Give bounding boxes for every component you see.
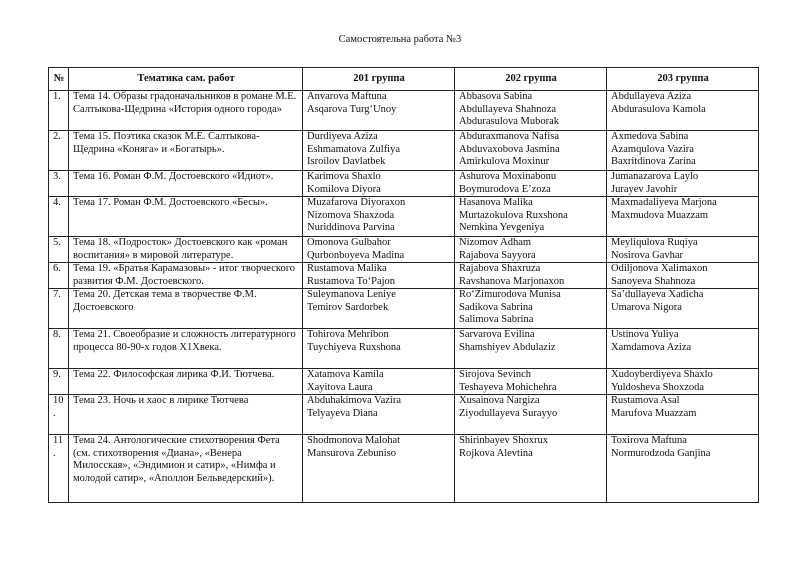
- student-list-202: [455, 91, 607, 131]
- row-topic: Тема 15. Поэтика сказок М.Е. Салтыкова-Щедрина «Коняга» и «Богатырь».: [69, 131, 303, 171]
- student-name: Shamshiyev Abdulaziz: [459, 341, 556, 353]
- header-group-201: 201 группа: [303, 68, 455, 91]
- student-name: Ziyodullayeva Surayyo: [459, 407, 558, 419]
- student-list-203: [607, 369, 759, 395]
- header-number: №: [49, 68, 69, 91]
- student-name: Nosirova Gavhar: [611, 249, 684, 261]
- student-name: Azamqulova Vazira: [611, 143, 694, 155]
- student-name: Ro‘Zimurodova Munisa: [459, 289, 561, 300]
- student-list-202: [455, 263, 607, 289]
- student-list-201: [303, 289, 455, 329]
- student-name: Ustinova Yuliya: [611, 329, 679, 340]
- student-name: Maxmadaliyeva Marjona: [611, 197, 717, 208]
- row-number: 4.: [49, 197, 69, 237]
- row-topic: Тема 19. «Братья Карамазовы» - итог творческого развития Ф.М. Достоевского.: [69, 263, 303, 289]
- student-name: Rajabova Sayyora: [459, 249, 536, 261]
- student-name: Isroilov Davlatbek: [307, 156, 386, 167]
- table-row: [49, 131, 759, 171]
- student-name: Umarova Nigora: [611, 301, 682, 313]
- student-name: Maxmudova Muazzam: [611, 209, 709, 221]
- row-number: 9.: [49, 369, 69, 395]
- student-name: Rustamova To‘Pajon: [307, 275, 396, 287]
- student-name: Nizomov Adham: [459, 237, 532, 248]
- row-number: 7.: [49, 289, 69, 329]
- row-topic: Тема 20. Детская тема в творчестве Ф.М. Достоевского: [69, 289, 303, 329]
- header-group-202: 202 группа: [455, 68, 607, 91]
- student-list-203: [607, 435, 759, 503]
- student-name: Xayitova Laura: [307, 381, 373, 393]
- student-name: Nemkina Yevgeniya: [459, 222, 545, 233]
- table-row: [49, 237, 759, 263]
- student-name: Sa’dullayeva Xadicha: [611, 289, 704, 300]
- student-name: Rustamova Asal: [611, 395, 680, 406]
- table-row: [49, 197, 759, 237]
- table-row: [49, 91, 759, 131]
- student-list-203: [607, 289, 759, 329]
- student-name: Xudoyberdiyeva Shaxlo: [611, 369, 713, 380]
- header-group-203: 203 группа: [607, 68, 759, 91]
- student-name: Rajabova Shaxruza: [459, 263, 541, 274]
- assignment-table: [48, 67, 759, 503]
- student-name: Sanoyeva Shahnoza: [611, 275, 696, 287]
- table-row: [49, 289, 759, 329]
- student-name: Tuychiyeva Ruxshona: [307, 341, 401, 353]
- row-topic: Тема 21. Своеобразие и сложность литературного процесса 80-90-х годов Х1Хвека.: [69, 329, 303, 369]
- table-row: [49, 171, 759, 197]
- student-list-203: [607, 171, 759, 197]
- student-name: Muzafarova Diyoraxon: [307, 197, 406, 208]
- table-row: [49, 395, 759, 435]
- student-list-201: [303, 263, 455, 289]
- student-name: Suleymanova Leniye: [307, 289, 396, 300]
- student-name: Temirov Sardorbek: [307, 301, 389, 313]
- student-name: Marufova Muazzam: [611, 407, 697, 419]
- student-list-201: [303, 369, 455, 395]
- student-name: Tohirova Mehribon: [307, 329, 389, 340]
- student-name: Meyliqulova Ruqiya: [611, 237, 698, 248]
- student-list-202: [455, 329, 607, 369]
- student-list-203: [607, 197, 759, 237]
- row-number: 8.: [49, 329, 69, 369]
- row-number: 2.: [49, 131, 69, 171]
- table-body: [49, 91, 759, 503]
- student-list-202: [455, 171, 607, 197]
- row-number: 1.: [49, 91, 69, 131]
- row-number: 10 .: [49, 395, 69, 435]
- student-list-202: [455, 395, 607, 435]
- student-name: Mansurova Zebuniso: [307, 447, 396, 459]
- student-list-202: [455, 289, 607, 329]
- row-topic: Тема 18. «Подросток» Достоевского как «роман воспитания» в мировой литературе.: [69, 237, 303, 263]
- student-name: Komilova Diyora: [307, 183, 381, 195]
- student-name: Abdurasulova Muborak: [459, 116, 560, 127]
- student-name: Omonova Gulbahor: [307, 237, 391, 248]
- student-name: Shodmonova Malohat: [307, 435, 401, 446]
- student-list-203: [607, 395, 759, 435]
- student-name: Ravshanova Marjonaxon: [459, 275, 565, 287]
- student-name: Abdullayeva Aziza: [611, 91, 692, 102]
- student-list-201: [303, 197, 455, 237]
- student-name: Abbasova Sabina: [459, 91, 533, 102]
- row-topic: Тема 23. Ночь и хаос в лирике Тютчева: [69, 395, 303, 435]
- student-list-201: [303, 91, 455, 131]
- row-number: 3.: [49, 171, 69, 197]
- student-name: Asqarova Turg‘Unoy: [307, 103, 397, 115]
- student-list-202: [455, 237, 607, 263]
- student-list-201: [303, 131, 455, 171]
- student-name: Eshmamatova Zulfiya: [307, 143, 401, 155]
- student-name: Rustamova Malika: [307, 263, 387, 274]
- student-name: Ashurova Moxinabonu: [459, 171, 557, 182]
- header-row: [49, 68, 759, 91]
- student-list-202: [455, 435, 607, 503]
- student-name: Jurayev Javohir: [611, 183, 678, 195]
- student-list-201: [303, 395, 455, 435]
- student-name: Rojkova Alevtina: [459, 447, 533, 459]
- table-row: [49, 329, 759, 369]
- row-topic: Тема 14. Образы градоначальников в романе М.Е. Салтыкова-Щедрина «История одного города»: [69, 91, 303, 131]
- student-name: Xamdamova Aziza: [611, 341, 692, 353]
- row-topic: Тема 24. Антологические стихотворения Фета (см. стихотворения «Диана», «Венера Милосская», «Эндимион и сатир», «Нимфа и молодой сатир», «Аполлон Бельведерский»).: [69, 435, 303, 503]
- student-list-202: [455, 197, 607, 237]
- student-name: Shirinbayev Shoxrux: [459, 435, 548, 446]
- student-name: Yuldosheva Shoxzoda: [611, 381, 705, 393]
- page-title: Самостоятельна работа №3: [338, 34, 462, 45]
- student-name: Toxirova Maftuna: [611, 435, 687, 446]
- row-number: 5.: [49, 237, 69, 263]
- student-name: Sarvarova Evilina: [459, 329, 535, 340]
- student-name: Baxritdinova Zarina: [611, 156, 696, 167]
- header-topic: Тематика сам. работ: [69, 68, 303, 91]
- student-name: Murtazokulova Ruxshona: [459, 209, 568, 221]
- student-name: Qurbonboyeva Madina: [307, 249, 405, 261]
- student-name: Jumanazarova Laylo: [611, 171, 699, 182]
- student-list-203: [607, 91, 759, 131]
- row-topic: Тема 17. Роман Ф.М. Достоевского «Бесы».: [69, 197, 303, 237]
- student-name: Durdiyeva Aziza: [307, 131, 378, 142]
- student-list-201: [303, 171, 455, 197]
- student-list-202: [455, 369, 607, 395]
- student-name: Karimova Shaxlo: [307, 171, 381, 182]
- student-list-201: [303, 435, 455, 503]
- student-name: Sadikova Sabrina: [459, 301, 533, 313]
- student-name: Xatamova Kamila: [307, 369, 384, 380]
- student-name: Salimova Sabrina: [459, 314, 534, 325]
- row-number: 11 .: [49, 435, 69, 503]
- student-name: Xusainova Nargiza: [459, 395, 540, 406]
- student-name: Abduvaxobova Jasmina: [459, 143, 560, 155]
- student-name: Teshayeva Mohichehra: [459, 381, 557, 393]
- student-list-201: [303, 237, 455, 263]
- student-list-203: [607, 237, 759, 263]
- student-name: Hasanova Malika: [459, 197, 533, 208]
- student-list-203: [607, 329, 759, 369]
- student-name: Boymurodova E’zoza: [459, 183, 551, 195]
- student-list-203: [607, 131, 759, 171]
- student-name: Abdurasulova Kamola: [611, 103, 706, 115]
- student-name: Abduraxmanova Nafisa: [459, 131, 560, 142]
- row-topic: Тема 22. Философская лирика Ф.И. Тютчева.: [69, 369, 303, 395]
- student-name: Abdullayeva Shahnoza: [459, 103, 557, 115]
- student-name: Odiljonova Xalimaxon: [611, 263, 708, 274]
- student-name: Amirkulova Moxinur: [459, 156, 550, 167]
- student-name: Nizomova Shaxzoda: [307, 209, 395, 221]
- student-list-203: [607, 263, 759, 289]
- student-name: Sirojova Sevinch: [459, 369, 532, 380]
- table-row: [49, 263, 759, 289]
- student-name: Abduhakimova Vazira: [307, 395, 401, 406]
- student-name: Normurodzoda Ganjina: [611, 447, 711, 459]
- student-list-202: [455, 131, 607, 171]
- table-row: [49, 369, 759, 395]
- row-topic: Тема 16. Роман Ф.М. Достоевского «Идиот».: [69, 171, 303, 197]
- student-name: Telyayeva Diana: [307, 407, 378, 419]
- student-list-201: [303, 329, 455, 369]
- table-row: [49, 435, 759, 503]
- student-name: Nuriddinova Parvina: [307, 222, 395, 233]
- student-name: Axmedova Sabina: [611, 131, 689, 142]
- student-name: Anvarova Maftuna: [307, 91, 387, 102]
- row-number: 6.: [49, 263, 69, 289]
